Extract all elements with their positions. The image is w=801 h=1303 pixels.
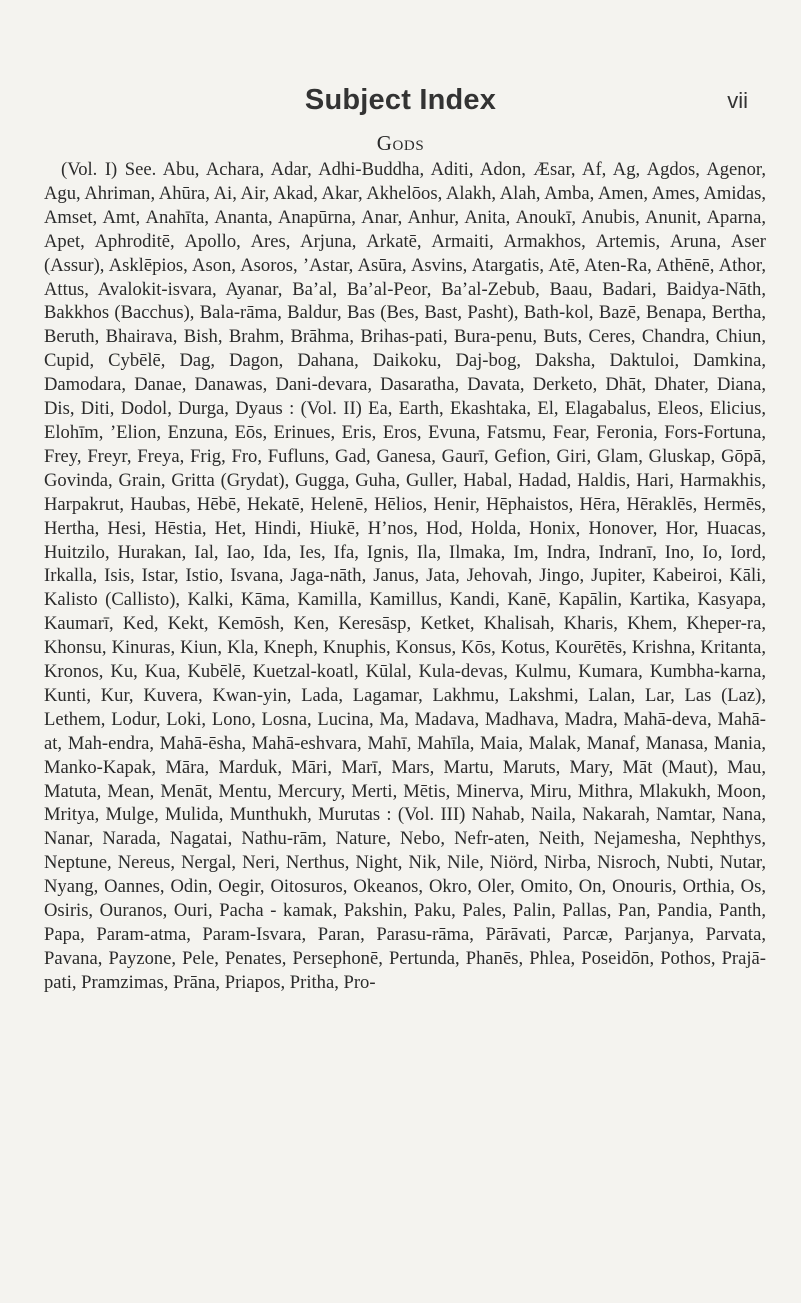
page-number: vii bbox=[727, 88, 748, 113]
section-heading: Gods bbox=[376, 131, 425, 155]
index-entries: (Vol. I) See. Abu, Achara, Adar, Adhi-Buddha, Aditi, Adon, Æsar, Af, Ag, Agdos, Agenor, Agu, Ahriman, Ahūra, Ai, Air, Akad, Akar, Akhelōos, Alakh, Alah, Amba, Amen, Ames, Amidas, Amset, Amt, Anahīta, Ananta, Anapūrna, Anar, Anhur, Anita, Anoukī, Anubis, Anunit, Aparna, Apet, Aphroditē, Apollo, Ares, Arjuna, Arkatē, Armaiti, Armakhos, Artemis, Aruna, Aser (Assur), Asklēpios, Ason, Asoros, ’Astar, Asūra, Asvins, Atargatis, Atē, Aten-Ra, Athēnē, Athor, Attus, Avalokit-isvara, Ayanar, Ba’al, Ba’al-Peor, Ba’al-Zebub, Baau, Badari, Baidya-Nāth, Bakkhos (Bacchus), Bala-rāma, Baldur, Bas (Bes, Bast, Pasht), Bath-kol, Bazē, Benapa, Bertha, Beruth, Bhairava, Bish, Brahm, Brāhma, Brihas-pati, Bura-penu, Buts, Ceres, Chandra, Chiun, Cupid, Cybēlē, Dag, Dagon, Dahana, Daikoku, Daj-bog, Daksha, Daktuloi, Damkina, Damodara, Danae, Danawas, Dani-devara, Dasaratha, Davata, Derketo, Dhāt, Dhater, Diana, Dis, Diti, Dodol, Durga, Dyaus : (Vol. II) Ea, Earth, Ekashtaka, El, Elagabalus, Eleos, Elicius, Elohīm, ’Elion, Enzuna, Eōs, Erinues, Eris, Eros, Evuna, Fatsmu, Fear, Feronia, Fors-Fortuna, Frey, Freyr, Freya, Frig, Fro, Fufluns, Gad, Ganesa, Gaurī, Gefion, Giri, Glam, Gluskap, Gōpā, Govinda, Grain, Gritta (Grydat), Gugga, Guha, Guller, Habal, Hadad, Haldis, Hari, Harmakhis, Harpakrut, Haubas, Hēbē, Hekatē, Helenē, Hēlios, Henir, Hēphaistos, Hēra, Hēraklēs, Hermēs, Hertha, Hesi, Hēstia, Het, Hindi, Hiukē, H’nos, Hod, Holda, Honix, Honover, Hor, Huacas, Huitzilo, Hurakan, Ial, Iao, Ida, Ies, Ifa, Ignis, Ila, Ilmaka, Im, Indra, Indranī, Ino, Io, Iord, Irkalla, Isis, Istar, Istio, Isvana, Jaga-nāth, Janus, Jata, Jehovah, Jingo, Jupiter, Kabeiroi, Kāli, Kalisto (Callisto), Kalki, Kāma, Kamilla, Kamillus, Kandi, Kanē, Kapālin, Kartika, Kasyapa, Kaumarī, Ked, Kekt, Kemōsh, Ken, Keresāsp, Ketket, Khalisah, Kharis, Khem, Kheper-ra, Khonsu, Kinuras, Kiun, Kla, Kneph, Knuphis, Konsus, Kōs, Kotus, Kourētēs, Krishna, Kritanta, Kronos, Ku, Kua, Kubēlē, Kuetzal-koatl, Kūlal, Kula-devas, Kulmu, Kumara, Kumbha-karna, Kunti, Kur, Kuvera, Kwan-yin, Lada, Lagamar, Lakhmu, Lakshmi, Lalan, Lar, Las (Laz), Lethem, Lodur, Loki, Lono, Losna, Lucina, Ma, Madava, Madhava, Madra, Mahā-deva, Mahā-at, Mah-endra, Mahā-ēsha, Mahā-eshvara, Mahī, Mahīla, Maia, Malak, Manaf, Manasa, Mania, Manko-Kapak, Māra, Marduk, Māri, Marī, Mars, Martu, Maruts, Mary, Māt (Maut), Mau, Matuta, Mean, Menāt, Mentu, Mercury, Merti, Mētis, Minerva, Miru, Mithra, Mlakukh, Moon, Mritya, Mulge, Mulida, Munthukh, Murutas : (Vol. III) Nahab, Naila, Nakarah, Namtar, Nana, Nanar, Narada, Nagatai, Nathu-rām, Nature, Nebo, Nefr-aten, Neith, Nejamesha, Nephthys, Neptune, Nereus, Nergal, Neri, Nerthus, Night, Nik, Nile, Niörd, Nirba, Nisroch, Nubti, Nutar, Nyang, Oannes, Odin, Oegir, Oitosuros, Okeanos, Okro, Oler, Omito, On, Onouris, Orthia, Os, Osiris, Ouranos, Ouri, Pacha - kamak, Pakshin, Paku, Pales, Palin, Pallas, Pan, Pandia, Panth, Papa, Param-atma, Param-Isvara, Paran, Parasu-rāma, Pārāvati, Parcæ, Parjanya, Parvata, Pavana, Payzone, Pele, Penates, Persephonē, Pertunda, Phanēs, Phlea, Poseidōn, Pothos, Prajā-pati, Pramzimas, Prāna, Priapos, Pritha, Pro- bbox=[44, 159, 766, 993]
page-title: Subject Index bbox=[304, 84, 497, 116]
running-head bbox=[0, 82, 801, 122]
